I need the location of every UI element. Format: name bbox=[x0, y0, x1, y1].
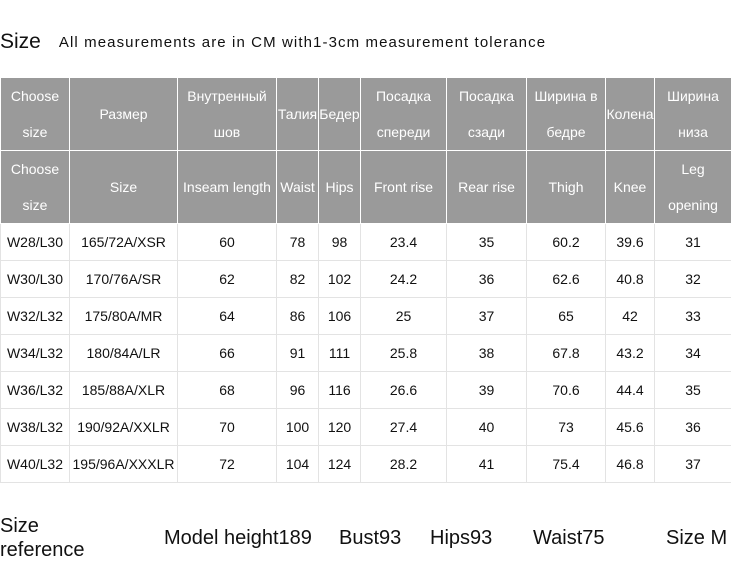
table-cell: 31 bbox=[655, 224, 731, 261]
table-cell: 78 bbox=[277, 224, 319, 261]
table-cell: 62 bbox=[178, 261, 277, 298]
table-cell: W38/L32 bbox=[1, 409, 70, 446]
header-cell: Ширина в бедре bbox=[527, 78, 606, 151]
table-row bbox=[1, 224, 731, 261]
table-cell: 72 bbox=[178, 446, 277, 483]
table-cell: 116 bbox=[319, 372, 361, 409]
table-cell: 37 bbox=[655, 446, 731, 483]
table-cell: 39 bbox=[447, 372, 527, 409]
table-cell: 40.8 bbox=[606, 261, 655, 298]
table-cell: 62.6 bbox=[527, 261, 606, 298]
table-cell: 45.6 bbox=[606, 409, 655, 446]
model-hips: Hips93 bbox=[430, 527, 493, 549]
table-cell: 104 bbox=[277, 446, 319, 483]
table-cell: 43.2 bbox=[606, 335, 655, 372]
table-cell: 28.2 bbox=[361, 446, 447, 483]
table-row bbox=[1, 446, 731, 483]
table-row bbox=[1, 298, 731, 335]
table-cell: 40 bbox=[447, 409, 527, 446]
table-cell: 70 bbox=[178, 409, 277, 446]
table-cell: 165/72A/XSR bbox=[70, 224, 178, 261]
table-cell: 65 bbox=[527, 298, 606, 335]
table-cell: 73 bbox=[527, 409, 606, 446]
tolerance-note: All measurements are in CM with1-3cm measurement tolerance bbox=[58, 34, 547, 51]
size-reference-line1: Size bbox=[0, 515, 39, 537]
header-cell: Choose size bbox=[1, 151, 70, 224]
header-cell: Size bbox=[70, 151, 178, 224]
table-cell: 68 bbox=[178, 372, 277, 409]
header-cell: Waist bbox=[277, 151, 319, 224]
table-cell: 33 bbox=[655, 298, 731, 335]
table-cell: 180/84A/LR bbox=[70, 335, 178, 372]
table-cell: 96 bbox=[277, 372, 319, 409]
table-cell: 67.8 bbox=[527, 335, 606, 372]
page-header bbox=[0, 18, 546, 54]
table-row bbox=[1, 335, 731, 372]
model-height: Model height189 bbox=[164, 527, 312, 549]
table-cell: 70.6 bbox=[527, 372, 606, 409]
header-cell: Inseam length bbox=[178, 151, 277, 224]
table-cell: 102 bbox=[319, 261, 361, 298]
table-cell: 25.8 bbox=[361, 335, 447, 372]
header-cell: Посадка сзади bbox=[447, 78, 527, 151]
table-row bbox=[1, 372, 731, 409]
header-cell: Thigh bbox=[527, 151, 606, 224]
table-cell: 124 bbox=[319, 446, 361, 483]
header-row-english bbox=[1, 151, 731, 224]
table-cell: W28/L30 bbox=[1, 224, 70, 261]
header-cell: Бедер bbox=[319, 78, 361, 151]
table-cell: 24.2 bbox=[361, 261, 447, 298]
header-cell: Размер bbox=[70, 78, 178, 151]
table-cell: W34/L32 bbox=[1, 335, 70, 372]
table-cell: 82 bbox=[277, 261, 319, 298]
table-cell: W36/L32 bbox=[1, 372, 70, 409]
table-cell: 36 bbox=[447, 261, 527, 298]
table-cell: 44.4 bbox=[606, 372, 655, 409]
table-row bbox=[1, 409, 731, 446]
table-cell: 190/92A/XXLR bbox=[70, 409, 178, 446]
table-cell: 170/76A/SR bbox=[70, 261, 178, 298]
table-cell: 120 bbox=[319, 409, 361, 446]
header-cell: Knee bbox=[606, 151, 655, 224]
table-cell: 86 bbox=[277, 298, 319, 335]
header-cell: Талия bbox=[277, 78, 319, 151]
table-cell: 75.4 bbox=[527, 446, 606, 483]
table-cell: 175/80A/MR bbox=[70, 298, 178, 335]
table-cell: 185/88A/XLR bbox=[70, 372, 178, 409]
table-cell: 26.6 bbox=[361, 372, 447, 409]
size-reference-label bbox=[0, 514, 85, 562]
header-cell: Внутренный шов bbox=[178, 78, 277, 151]
model-size: Size M bbox=[666, 527, 728, 549]
table-cell: W32/L32 bbox=[1, 298, 70, 335]
header-cell: Leg opening bbox=[655, 151, 731, 224]
table-cell: 27.4 bbox=[361, 409, 447, 446]
header-cell: Front rise bbox=[361, 151, 447, 224]
table-cell: 91 bbox=[277, 335, 319, 372]
table-cell: 98 bbox=[319, 224, 361, 261]
table-cell: 41 bbox=[447, 446, 527, 483]
table-cell: 60 bbox=[178, 224, 277, 261]
header-cell: Посадка спереди bbox=[361, 78, 447, 151]
model-waist: Waist75 bbox=[533, 527, 605, 549]
table-cell: 66 bbox=[178, 335, 277, 372]
table-cell: 35 bbox=[655, 372, 731, 409]
table-cell: 111 bbox=[319, 335, 361, 372]
table-cell: 34 bbox=[655, 335, 731, 372]
table-cell: 64 bbox=[178, 298, 277, 335]
header-cell: Ширина низа bbox=[655, 78, 731, 151]
table-cell: 195/96A/XXXLR bbox=[70, 446, 178, 483]
table-cell: 35 bbox=[447, 224, 527, 261]
page-title: Size bbox=[0, 30, 41, 53]
table-cell: 60.2 bbox=[527, 224, 606, 261]
header-cell: Колена bbox=[606, 78, 655, 151]
table-row bbox=[1, 261, 731, 298]
table-cell: 36 bbox=[655, 409, 731, 446]
table-cell: 46.8 bbox=[606, 446, 655, 483]
table-cell: 25 bbox=[361, 298, 447, 335]
table-cell: W40/L32 bbox=[1, 446, 70, 483]
size-chart-table bbox=[0, 77, 731, 483]
table-cell: 39.6 bbox=[606, 224, 655, 261]
size-reference bbox=[0, 514, 731, 562]
header-cell: Rear rise bbox=[447, 151, 527, 224]
table-cell: W30/L30 bbox=[1, 261, 70, 298]
table-cell: 38 bbox=[447, 335, 527, 372]
table-cell: 37 bbox=[447, 298, 527, 335]
table-cell: 100 bbox=[277, 409, 319, 446]
size-reference-line2: reference bbox=[0, 539, 85, 561]
table-cell: 32 bbox=[655, 261, 731, 298]
table-cell: 42 bbox=[606, 298, 655, 335]
header-cell: Hips bbox=[319, 151, 361, 224]
model-bust: Bust93 bbox=[339, 527, 402, 549]
header-row-russian bbox=[1, 78, 731, 151]
table-cell: 106 bbox=[319, 298, 361, 335]
table-cell: 23.4 bbox=[361, 224, 447, 261]
header-cell: Choose size bbox=[1, 78, 70, 151]
